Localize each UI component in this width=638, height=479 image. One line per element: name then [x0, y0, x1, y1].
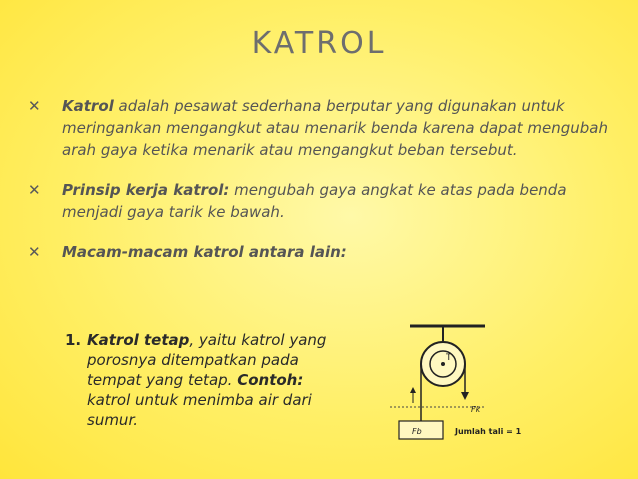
- rope-count-caption: Jumlah tali = 1: [455, 427, 522, 436]
- sub-item-body: [65, 330, 335, 430]
- bullet-item-definition: [28, 95, 613, 161]
- x-bullet-icon: ✕: [28, 181, 41, 199]
- pulley-axle: [441, 362, 445, 366]
- slide-title: KATROL: [251, 26, 387, 61]
- example-label: Contoh:: [237, 371, 304, 389]
- pulley-figure: [385, 318, 555, 448]
- bullet-term: Macam-macam katrol antara lain:: [62, 243, 347, 261]
- lift-arrow-icon: [410, 387, 416, 393]
- bullet-term: Katrol: [62, 97, 114, 115]
- fb-label: Fb: [412, 427, 422, 436]
- bullet-item-types: [28, 241, 613, 263]
- bullet-text: adalah pesawat sederhana berputar yang digunakan untuk meringankan mengangkut atau menarik benda karena dapat mengubah arah gaya ketika menarik atau mengangkut beban tersebut.: [62, 97, 609, 159]
- fk-label: Fk: [471, 405, 481, 414]
- example-text: katrol untuk menimba air dari sumur.: [87, 391, 312, 429]
- pull-arrow-icon: [461, 392, 469, 400]
- bullet-term: Prinsip kerja katrol:: [62, 181, 230, 199]
- sub-item-fixed-pulley: [65, 330, 335, 430]
- bullet-text: mengubah gaya angkat ke atas pada benda menjadi gaya tarik ke bawah.: [62, 181, 567, 221]
- sub-item-number: 1.: [65, 331, 82, 349]
- fixed-pulley-diagram: [385, 318, 555, 448]
- sub-item-text: , yaitu katrol yang porosnya ditempatkan pada tempat yang tetap.: [87, 331, 327, 389]
- tension-label: T: [446, 353, 452, 363]
- x-bullet-icon: ✕: [28, 243, 41, 261]
- sub-item-term: Katrol tetap: [87, 331, 190, 349]
- bullet-item-principle: [28, 179, 613, 223]
- bullet-list: [28, 95, 613, 263]
- x-bullet-icon: ✕: [28, 97, 41, 115]
